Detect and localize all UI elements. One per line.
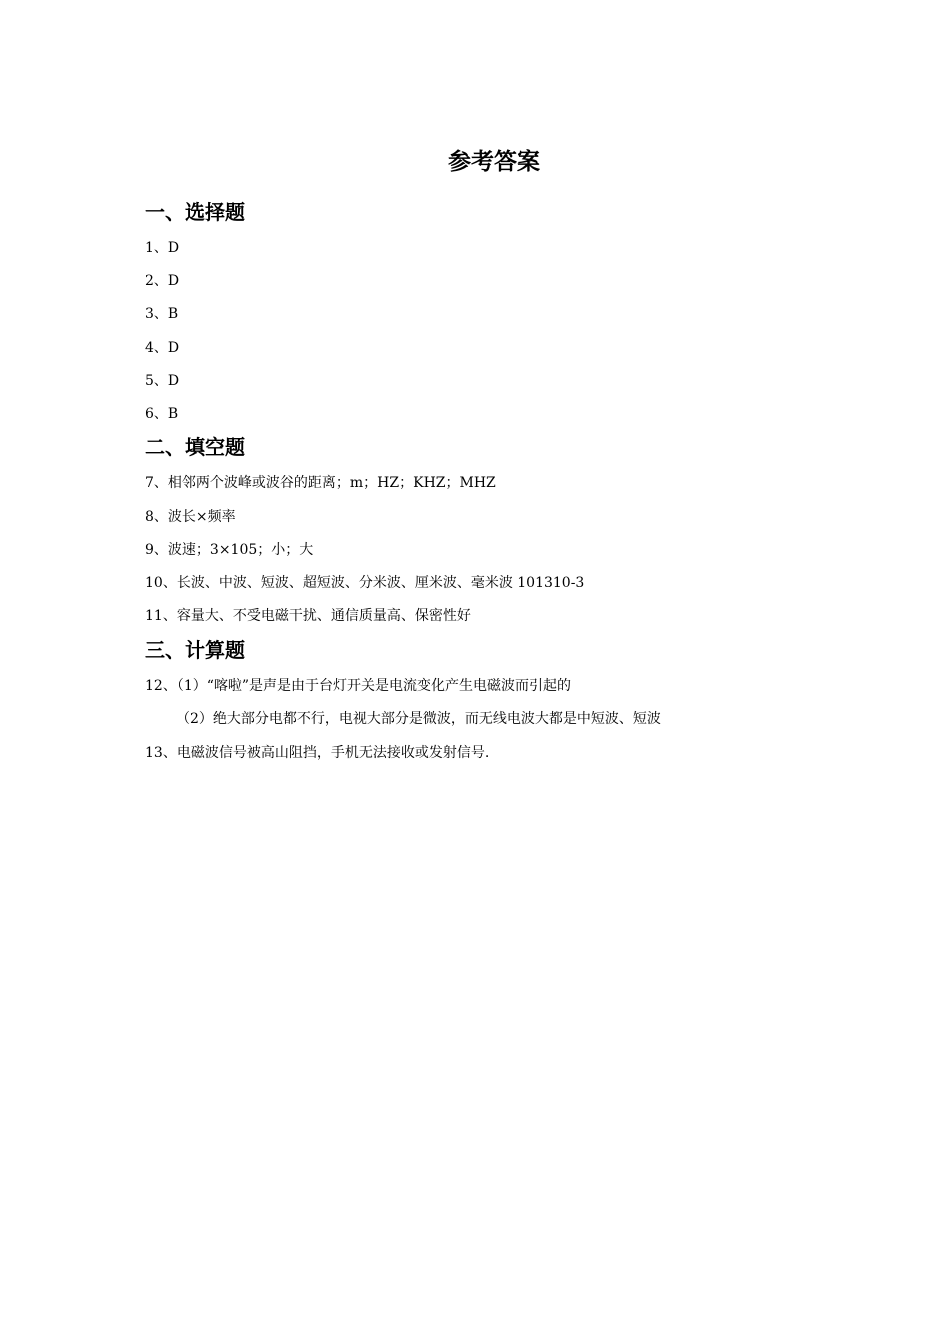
- answer-line: 5、D: [145, 373, 180, 389]
- section-heading-fill-blank: 二、填空题: [145, 435, 245, 459]
- page-title: 参考答案: [448, 149, 540, 175]
- answer-line: 10、长波、中波、短波、超短波、分米波、厘米波、毫米波 101310-3: [145, 575, 585, 591]
- answer-line: （2）绝大部分电都不行，电视大部分是微波，而无线电波大都是中短波、短波: [176, 711, 661, 727]
- answer-line: 4、D: [145, 340, 180, 356]
- answer-line: 8、波长×频率: [145, 509, 236, 525]
- answer-line: 11、容量大、不受电磁干扰、通信质量高、保密性好: [145, 608, 471, 624]
- answer-line: 2、D: [145, 273, 180, 289]
- answer-line: 13、电磁波信号被高山阻挡，手机无法接收或发射信号.: [145, 745, 490, 761]
- section-heading-choice: 一、选择题: [145, 200, 245, 224]
- answer-line: 3、B: [145, 306, 179, 322]
- answer-line: 9、波速；3×105；小；大: [145, 542, 314, 558]
- answer-line: 12、（1）“喀啦”是声是由于台灯开关是电流变化产生电磁波而引起的: [145, 678, 572, 694]
- answer-line: 1、D: [145, 240, 180, 256]
- answer-line: 7、相邻两个波峰或波谷的距离；m；HZ；KHZ；MHZ: [145, 475, 496, 491]
- answer-line: 6、B: [145, 406, 179, 422]
- section-heading-calculation: 三、计算题: [145, 638, 245, 662]
